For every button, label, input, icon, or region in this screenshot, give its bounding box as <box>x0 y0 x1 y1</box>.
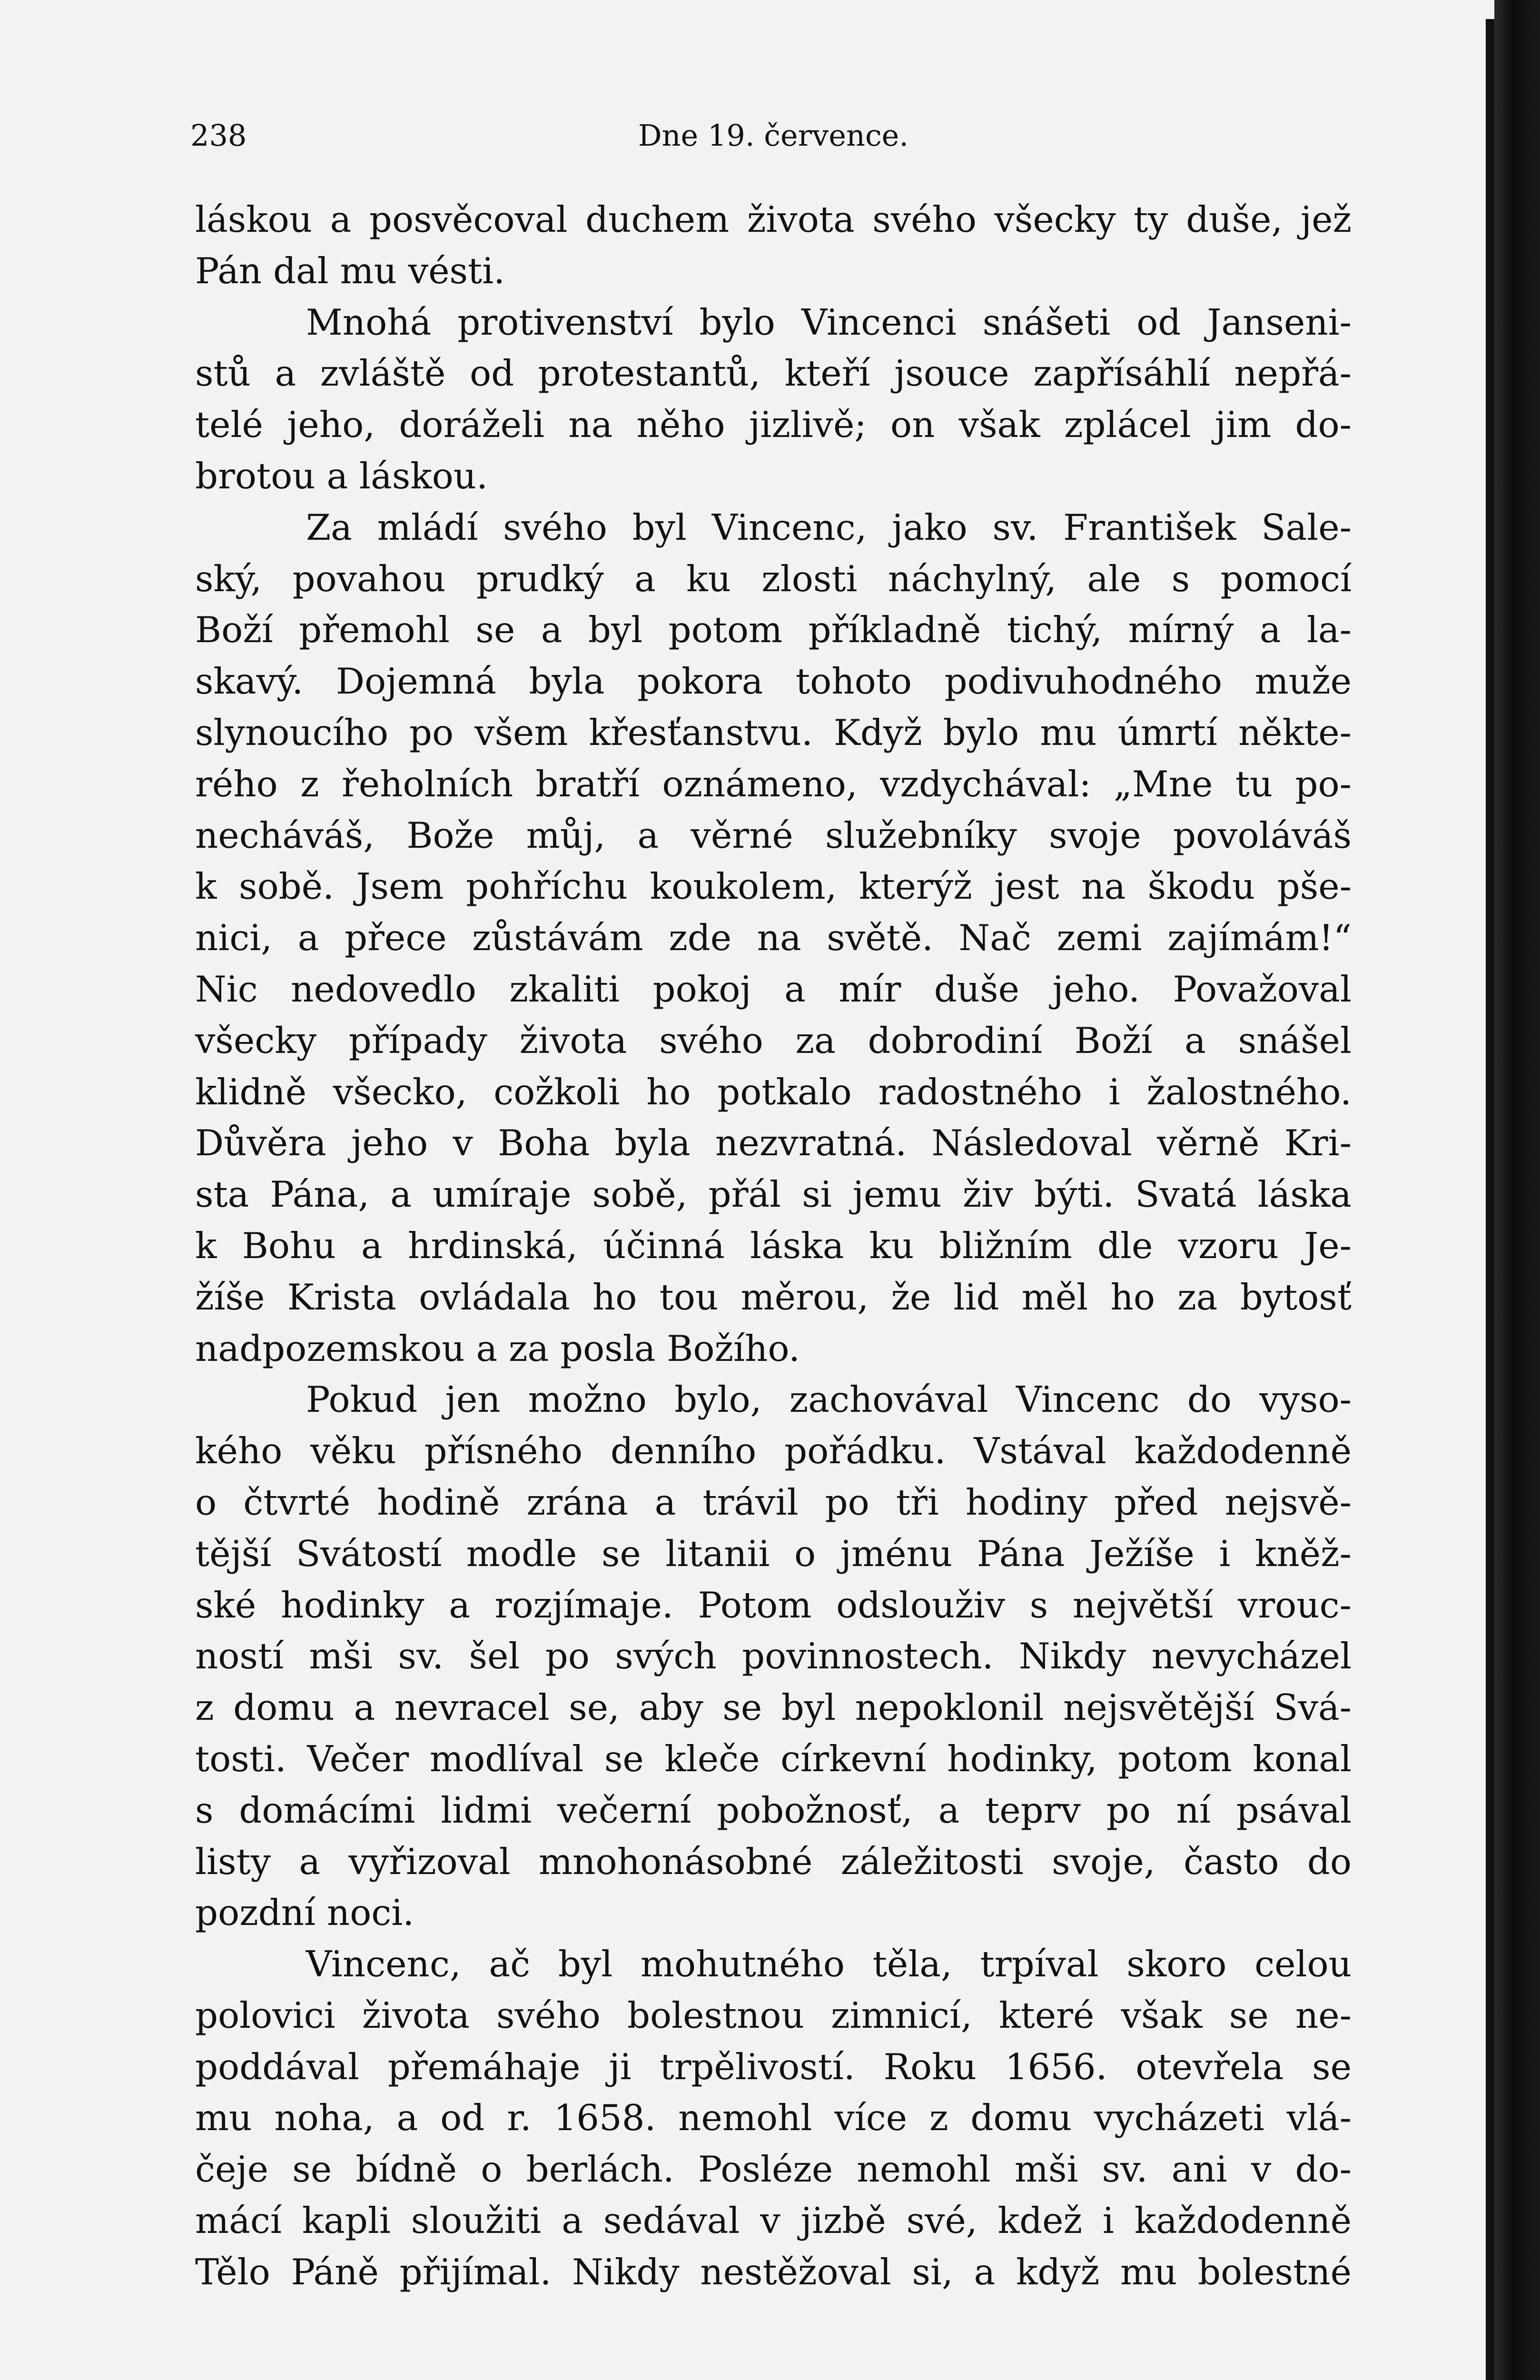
text-line: Vincenc, ač byl mohutného těla, trpíval skoro celou <box>306 1943 1352 1985</box>
text-line: telé jeho, doráželi na něho jizlivě; on však zplácel jim do- <box>195 404 1352 446</box>
text-line: s domácími lidmi večerní pobožnosť, a teprv po ní psával <box>195 1789 1352 1831</box>
text-line: mu noha, a od r. 1658. nemohl více z domu vycházeti vlá- <box>195 2097 1352 2139</box>
text-line: žíše Krista ovládala ho tou měrou, že lid měl ho za bytosť <box>195 1276 1352 1318</box>
text-line: o čtvrté hodině zrána a trávil po tři hodiny před nejsvě- <box>195 1481 1352 1523</box>
text-line: slynoucího po všem křesťanstvu. Když bylo mu úmrtí někte- <box>195 711 1352 754</box>
text-line: polovici života svého bolestnou zimnicí, které však se ne- <box>195 1994 1352 2036</box>
page-header <box>190 118 1356 161</box>
text-line: ností mši sv. šel po svých povinnostech. Nikdy nevycházel <box>195 1635 1352 1677</box>
text-line: mácí kapli sloužiti a sedával v jizbě své, kdež i každodenně <box>195 2200 1352 2242</box>
text-line: kého věku přísného denního pořádku. Vstával každodenně <box>195 1430 1352 1472</box>
text-line: Důvěra jeho v Boha byla nezvratná. Následoval věrně Kri- <box>195 1122 1352 1164</box>
text-line: stů a zvláště od protestantů, kteří jsouce zapřísáhlí nepřá- <box>195 352 1352 395</box>
running-title: Dne 19. července. <box>638 118 909 153</box>
text-line: poddával přemáhaje ji trpělivostí. Roku 1656. otevřela se <box>195 2045 1352 2088</box>
text-line: rého z řeholních bratří oznámeno, vzdychával: „Mne tu po- <box>195 763 1352 805</box>
text-line: sta Pána, a umíraje sobě, přál si jemu živ býti. Svatá láska <box>195 1173 1352 1216</box>
book-spine-edge <box>1494 0 1540 2380</box>
text-line: všecky případy života svého za dobrodiní Boží a snášel <box>195 1019 1352 1061</box>
text-line: Boží přemohl se a byl potom příkladně tichý, mírný a la- <box>195 609 1352 651</box>
text-line: z domu a nevracel se, aby se byl nepoklonil nejsvětější Svá- <box>195 1686 1352 1729</box>
text-line: nici, a přece zůstávám zde na světě. Nač zemi zajímám!“ <box>195 917 1352 959</box>
text-line: k sobě. Jsem pohříchu koukolem, kterýž jest na škodu pše- <box>195 865 1352 908</box>
text-line: ský, povahou prudký a ku zlosti náchylný, ale s pomocí <box>195 557 1352 600</box>
text-line: necháváš, Bože můj, a věrné služebníky svoje povoláváš <box>195 814 1352 856</box>
text-line: Pán dal mu vésti. <box>195 249 505 292</box>
page-edge-shadow <box>1486 19 1494 2380</box>
text-line: Pokud jen možno bylo, zachovával Vincenc do vyso- <box>306 1378 1352 1421</box>
text-line: brotou a láskou. <box>195 455 488 497</box>
text-line: Za mládí svého byl Vincenc, jako sv. František Sale- <box>306 506 1352 548</box>
text-line: Nic nedovedlo zkaliti pokoj a mír duše jeho. Považoval <box>195 968 1352 1010</box>
page-number: 238 <box>190 118 247 153</box>
text-line: skavý. Dojemná byla pokora tohoto podivuhodného muže <box>195 660 1352 703</box>
text-line: tosti. Večer modlíval se kleče církevní hodinky, potom konal <box>195 1737 1352 1780</box>
text-line: listy a vyřizoval mnohonásobné záležitosti svoje, často do <box>195 1840 1352 1883</box>
text-line: Tělo Páně přijímal. Nikdy nestěžoval si, a když mu bolestné <box>195 2251 1352 2293</box>
text-line: klidně všecko, cožkoli ho potkalo radostného i žalostného. <box>195 1071 1352 1113</box>
body-text <box>195 194 1352 2298</box>
text-line: nadpozemskou a za posla Božího. <box>195 1327 800 1369</box>
text-line: láskou a posvěcoval duchem života svého všecky ty duše, jež <box>195 198 1352 240</box>
text-line: k Bohu a hrdinská, účinná láska ku bližním dle vzoru Je- <box>195 1224 1352 1267</box>
text-line: ské hodinky a rozjímaje. Potom odslouživ s největší vrouc- <box>195 1584 1352 1626</box>
text-line: Mnohá protivenství bylo Vincenci snášeti od Janseni- <box>306 301 1352 343</box>
text-line: čeje se bídně o berlách. Posléze nemohl mši sv. ani v do- <box>195 2148 1352 2191</box>
text-line: tější Svátostí modle se litanii o jménu Pána Ježíše i kněž- <box>195 1532 1352 1575</box>
text-line: pozdní noci. <box>195 1892 415 1934</box>
